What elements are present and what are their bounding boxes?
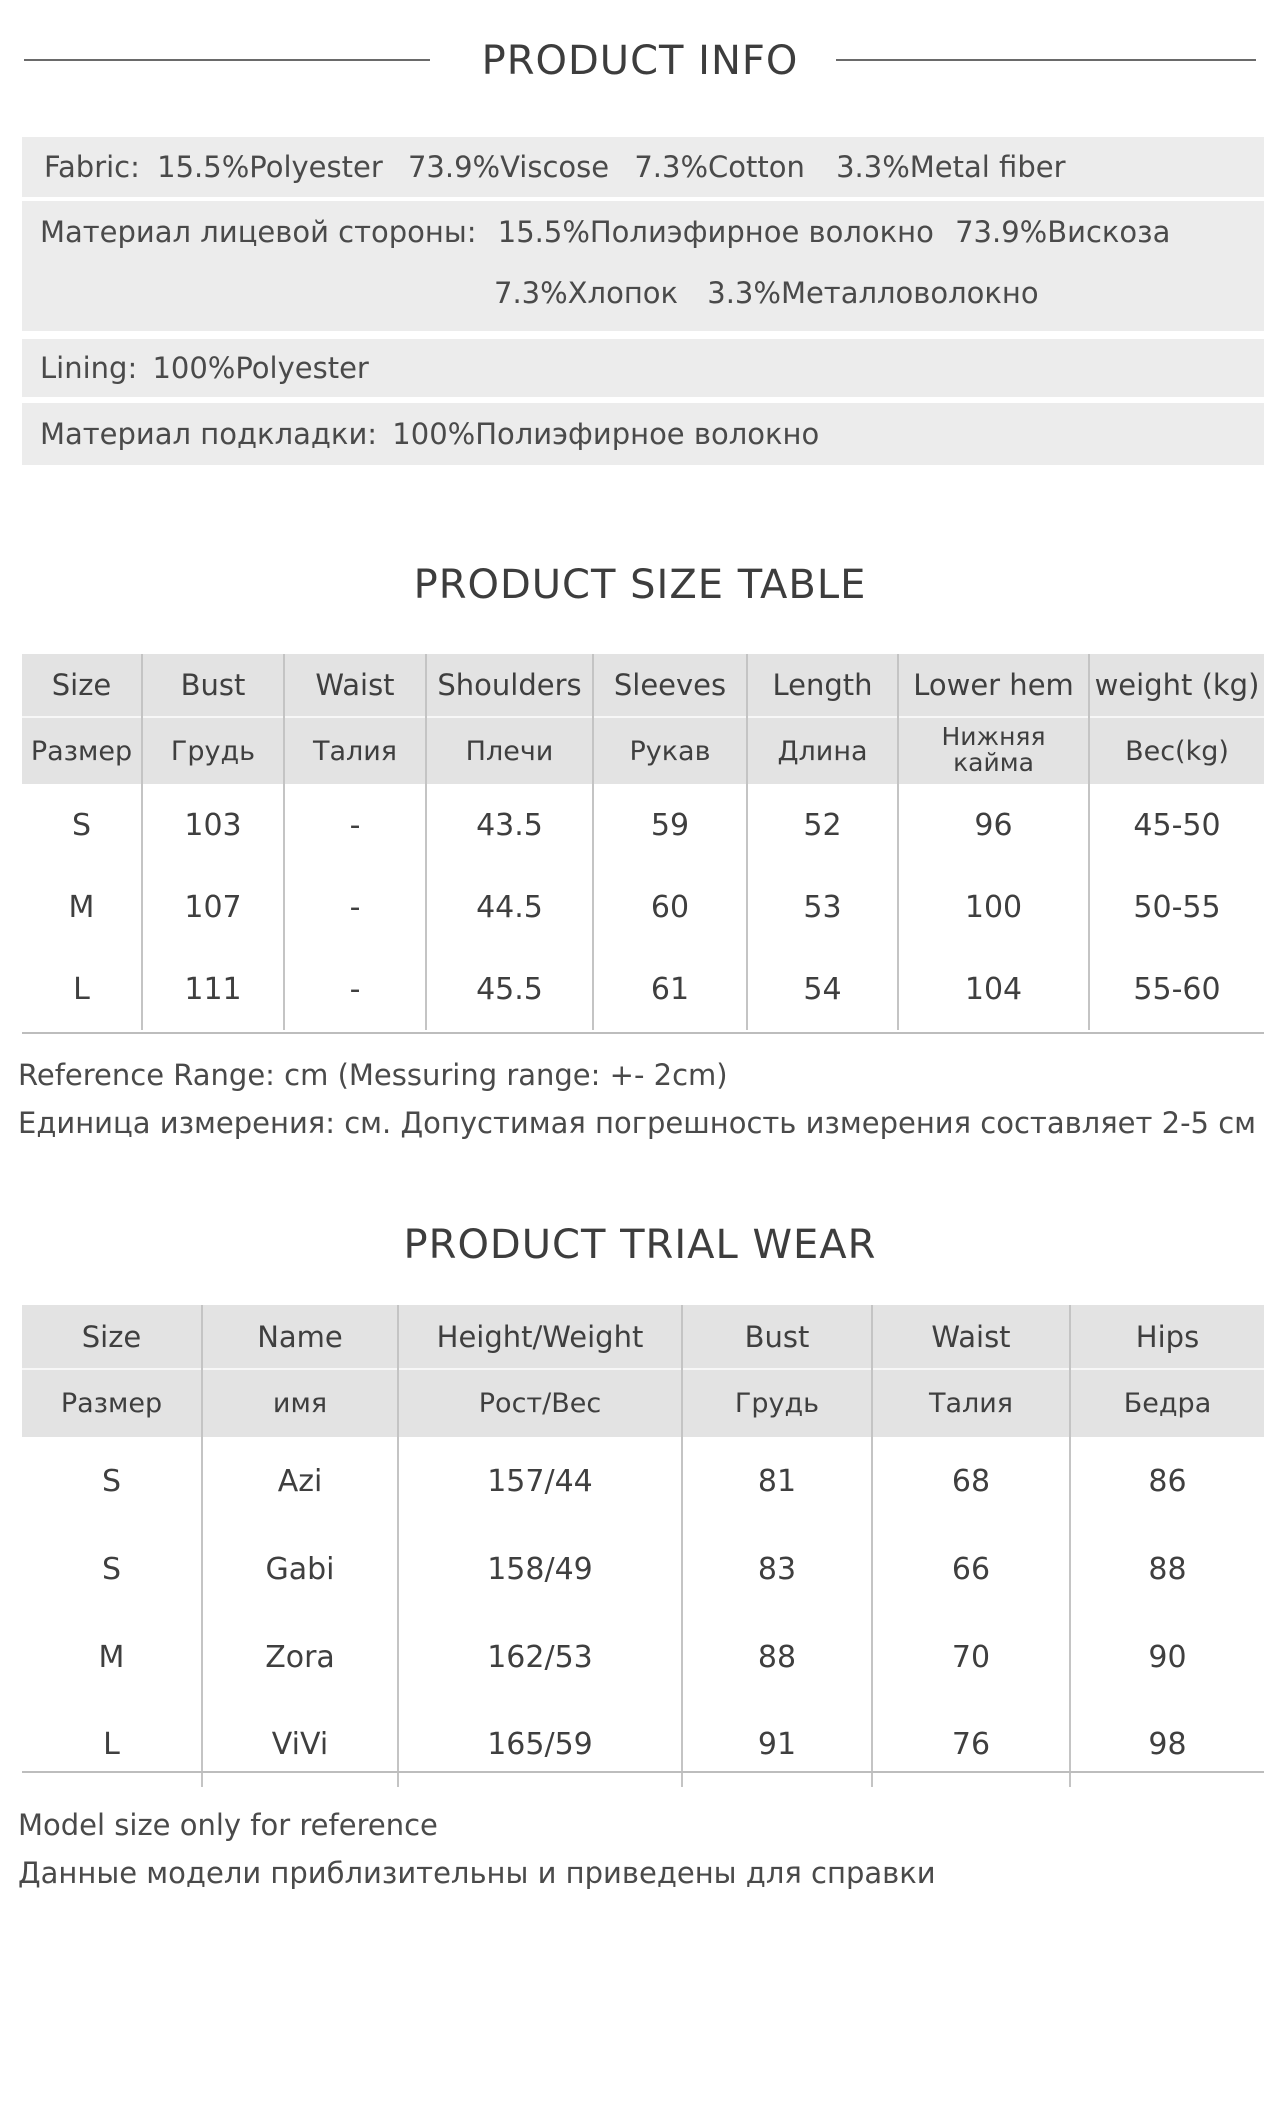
lower-hem-header: Lower hem (898, 654, 1089, 717)
table-cell: 111 (142, 948, 284, 1030)
table-cell: 45-50 (1089, 784, 1264, 866)
fabric-ru-polyester: 15.5%Полиэфирное волокно (497, 215, 934, 249)
table-cell: 45.5 (426, 948, 593, 1030)
table-cell: 103 (142, 784, 284, 866)
table-cell: 50-55 (1089, 866, 1264, 948)
trial-wear-table (22, 1305, 1264, 1787)
size-table-bottom-border (22, 1032, 1264, 1034)
table-cell: 88 (682, 1613, 872, 1701)
table-cell: Zora (202, 1613, 398, 1701)
table-row (22, 1525, 1264, 1613)
table-cell: 54 (747, 948, 898, 1030)
table-cell: 55-60 (1089, 948, 1264, 1030)
lining-label: Lining: (40, 351, 138, 385)
table-cell: 90 (1070, 1613, 1264, 1701)
trial-name-header-ru: имя (202, 1369, 398, 1437)
table-cell: 68 (872, 1437, 1070, 1525)
fabric-ru-label: Материал лицевой стороны: (40, 215, 477, 249)
table-cell: 158/49 (398, 1525, 682, 1613)
trial-height-weight-header-ru: Рост/Вес (398, 1369, 682, 1437)
trial-name-header: Name (202, 1305, 398, 1369)
table-cell: 86 (1070, 1437, 1264, 1525)
table-cell: - (284, 948, 426, 1030)
lining-ru-value: 100%Полиэфирное волокно (392, 417, 820, 451)
trial-height-weight-header: Height/Weight (398, 1305, 682, 1369)
shoulders-header-ru: Плечи (426, 717, 593, 784)
fabric-ru-row (22, 201, 1264, 331)
table-cell: 104 (898, 948, 1089, 1030)
lining-ru-row (22, 403, 1264, 465)
table-cell: S (22, 1437, 202, 1525)
table-cell: 59 (593, 784, 747, 866)
weight-header: weight (kg) (1089, 654, 1264, 717)
fabric-polyester: 15.5%Polyester (157, 150, 383, 184)
table-cell: - (284, 866, 426, 948)
product-info-title: PRODUCT INFO (481, 38, 799, 84)
table-cell: 76 (872, 1701, 1070, 1787)
size-header: Size (22, 654, 142, 717)
length-header: Length (747, 654, 898, 717)
table-cell: S (22, 784, 142, 866)
fabric-cotton: 7.3%Cotton (634, 150, 805, 184)
trial-hips-header: Hips (1070, 1305, 1264, 1369)
table-cell: L (22, 948, 142, 1030)
size-table-title: PRODUCT SIZE TABLE (413, 562, 867, 608)
table-cell: L (22, 1701, 202, 1787)
lining-row (22, 339, 1264, 397)
fabric-ru-cotton: 7.3%Хлопок (494, 276, 679, 310)
trial-size-header-ru: Размер (22, 1369, 202, 1437)
fabric-metal: 3.3%Metal fiber (836, 150, 1066, 184)
bust-header: Bust (142, 654, 284, 717)
trial-hips-header-ru: Бедра (1070, 1369, 1264, 1437)
size-header-ru-cell: Размер (22, 717, 142, 784)
table-row (22, 866, 1264, 948)
lower-hem-header-ru (898, 717, 1089, 784)
table-cell: 98 (1070, 1701, 1264, 1787)
weight-header-ru: Вес(kg) (1089, 717, 1264, 784)
table-cell: Gabi (202, 1525, 398, 1613)
table-row (22, 1613, 1264, 1701)
size-header-en (22, 654, 1264, 717)
table-row (22, 1701, 1264, 1787)
waist-header-ru: Талия (284, 717, 426, 784)
table-cell: M (22, 1613, 202, 1701)
table-cell: 60 (593, 866, 747, 948)
heading-rule-right (836, 59, 1256, 61)
table-cell: 66 (872, 1525, 1070, 1613)
shoulders-header: Shoulders (426, 654, 593, 717)
table-cell: M (22, 866, 142, 948)
lining-value: 100%Polyester (152, 351, 369, 385)
table-cell: 96 (898, 784, 1089, 866)
fabric-ru-viscose: 73.9%Вискоза (955, 215, 1171, 249)
table-cell: 88 (1070, 1525, 1264, 1613)
table-cell: 53 (747, 866, 898, 948)
waist-header: Waist (284, 654, 426, 717)
table-cell: S (22, 1525, 202, 1613)
trial-header-ru (22, 1369, 1264, 1437)
fabric-viscose: 73.9%Viscose (407, 150, 610, 184)
size-header-ru (22, 717, 1264, 784)
table-cell: 61 (593, 948, 747, 1030)
table-cell: ViVi (202, 1701, 398, 1787)
lining-ru-label: Материал подкладки: (40, 417, 378, 451)
table-cell: Azi (202, 1437, 398, 1525)
bust-header-ru: Грудь (142, 717, 284, 784)
sleeves-header: Sleeves (593, 654, 747, 717)
table-cell: 52 (747, 784, 898, 866)
table-cell: 100 (898, 866, 1089, 948)
lower-hem-header-ru-text: Нижняя кайма (941, 722, 1046, 777)
trial-note-ru: Данные модели приблизительны и приведены для справки (18, 1856, 936, 1890)
trial-waist-header: Waist (872, 1305, 1070, 1369)
size-note-ru: Единица измерения: см. Допустимая погрешность измерения составляет 2-5 см (18, 1106, 1257, 1140)
size-note-en: Reference Range: cm (Messuring range: +- 2cm) (18, 1058, 728, 1092)
trial-waist-header-ru: Талия (872, 1369, 1070, 1437)
table-cell: 43.5 (426, 784, 593, 866)
trial-size-header: Size (22, 1305, 202, 1369)
fabric-ru-metal: 3.3%Металловолокно (707, 276, 1039, 310)
table-cell: 157/44 (398, 1437, 682, 1525)
table-row (22, 1437, 1264, 1525)
table-cell: 91 (682, 1701, 872, 1787)
table-cell: 107 (142, 866, 284, 948)
length-header-ru: Длина (747, 717, 898, 784)
table-row (22, 784, 1264, 866)
table-cell: 44.5 (426, 866, 593, 948)
table-cell: 165/59 (398, 1701, 682, 1787)
size-table (22, 654, 1264, 1030)
table-cell: - (284, 784, 426, 866)
sleeves-header-ru: Рукав (593, 717, 747, 784)
fabric-label: Fabric: (44, 150, 140, 184)
table-cell: 70 (872, 1613, 1070, 1701)
table-row (22, 948, 1264, 1030)
trial-note-en: Model size only for reference (18, 1808, 438, 1842)
trial-table-bottom-border (22, 1771, 1264, 1773)
table-cell: 162/53 (398, 1613, 682, 1701)
table-cell: 81 (682, 1437, 872, 1525)
table-cell: 83 (682, 1525, 872, 1613)
trial-wear-title: PRODUCT TRIAL WEAR (403, 1222, 877, 1268)
trial-header-en (22, 1305, 1264, 1369)
trial-bust-header: Bust (682, 1305, 872, 1369)
trial-bust-header-ru: Грудь (682, 1369, 872, 1437)
fabric-row (22, 137, 1264, 197)
